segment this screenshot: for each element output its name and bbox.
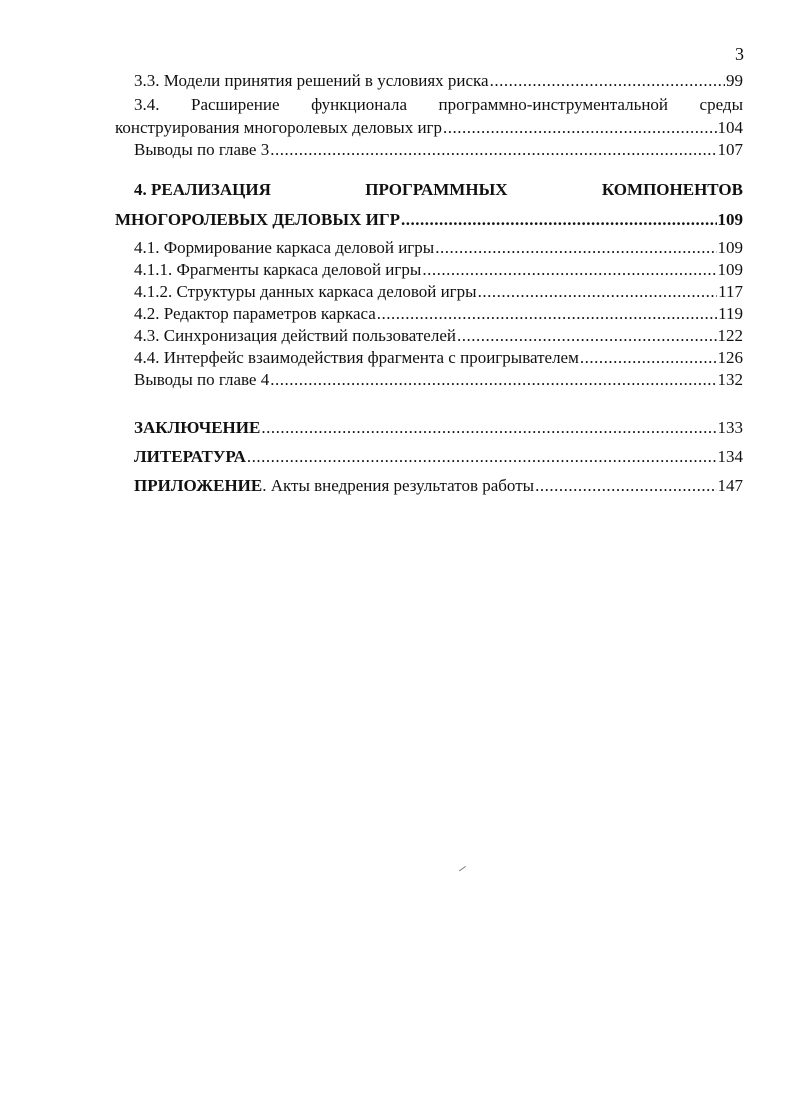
toc-entry-4-1-1 <box>115 260 743 282</box>
toc-entry-label: Выводы по главе 3 <box>134 140 270 159</box>
toc-word: ПРОГРАММНЫХ <box>365 180 508 199</box>
appendix-bold-label: ПРИЛОЖЕНИЕ <box>134 476 263 495</box>
toc-entry-page: 117 <box>718 282 743 301</box>
toc-entry-page: 109 <box>717 210 743 229</box>
dot-leader <box>401 210 716 230</box>
toc-entry-label: конструирования многоролевых деловых игр <box>115 118 443 137</box>
toc-entry-page: 126 <box>717 348 743 367</box>
toc-word: 4. РЕАЛИЗАЦИЯ <box>134 180 271 199</box>
toc-entry-3-4-line2 <box>115 118 743 140</box>
dot-leader <box>478 282 718 302</box>
toc-word: 3.4. <box>134 95 160 114</box>
dot-leader <box>580 348 717 368</box>
toc-word: программно-инструментальной <box>438 95 669 114</box>
toc-entry-4-4 <box>115 348 743 370</box>
dot-leader <box>443 118 716 138</box>
toc-entry-4-1-2 <box>115 282 743 304</box>
dot-leader <box>270 370 716 390</box>
toc-entry-label: 4.4. Интерфейс взаимодействия фрагмента с проигрывателем <box>134 348 579 367</box>
toc-entry-page: 132 <box>717 370 743 389</box>
toc-entry-page: 122 <box>717 326 743 345</box>
toc-word: Расширение <box>191 95 280 114</box>
toc-word: функционала <box>311 95 408 114</box>
toc-entry-conclusion <box>115 418 743 440</box>
toc-entry-page: 119 <box>718 304 743 323</box>
toc-word: КОМПОНЕНТОВ <box>601 180 743 199</box>
toc-entry-label <box>115 476 534 496</box>
dot-leader <box>535 476 716 496</box>
toc-entry-label: 4.3. Синхронизация действий пользователей <box>134 326 456 345</box>
toc-entry-label: Выводы по главе 4 <box>134 370 270 389</box>
toc-entry-label: ЗАКЛЮЧЕНИЕ <box>134 418 261 437</box>
toc-entry-page: 104 <box>717 118 743 137</box>
appendix-label-rest: . Акты внедрения результатов работы <box>262 476 535 495</box>
scan-mark <box>459 866 467 873</box>
toc-entry-label: 4.1.1. Фрагменты каркаса деловой игры <box>134 260 422 279</box>
dot-leader <box>377 304 717 324</box>
toc-entry-4-2 <box>115 304 743 326</box>
dot-leader <box>270 140 716 160</box>
toc-entry-conclusions-3 <box>115 140 743 162</box>
toc-entry-page: 109 <box>717 238 743 257</box>
toc-entry-3-4-line1 <box>115 95 743 117</box>
toc-chapter-4-line2 <box>115 210 743 232</box>
toc-entry-label: 3.3. Модели принятия решений в условиях риска <box>134 71 489 90</box>
dot-leader <box>422 260 716 280</box>
toc-chapter-4-line1 <box>115 180 743 202</box>
dot-leader <box>261 418 716 438</box>
dot-leader <box>490 71 725 91</box>
dot-leader <box>457 326 717 346</box>
dot-leader <box>247 447 717 467</box>
toc-entry-page: 134 <box>717 447 743 466</box>
toc-entry-page: 109 <box>717 260 743 279</box>
dot-leader <box>435 238 716 258</box>
toc-entry-label: 4.1.2. Структуры данных каркаса деловой игры <box>134 282 477 301</box>
toc-entry-conclusions-4 <box>115 370 743 392</box>
toc-entry-label: 4.2. Редактор параметров каркаса <box>134 304 376 323</box>
toc-entry-label: МНОГОРОЛЕВЫХ ДЕЛОВЫХ ИГР <box>115 210 401 229</box>
toc-entry-literature <box>115 447 743 469</box>
page-number: 3 <box>735 44 744 64</box>
toc-entry-label: 4.1. Формирование каркаса деловой игры <box>134 238 435 257</box>
toc-entry-page: 147 <box>717 476 743 495</box>
toc-word: среды <box>699 95 743 114</box>
toc-entry-page: 133 <box>717 418 743 437</box>
toc-entry-appendix <box>115 476 743 498</box>
toc-entry-4-3 <box>115 326 743 348</box>
toc-entry-page: 99 <box>726 71 743 90</box>
toc-entry-page: 107 <box>717 140 743 159</box>
toc-entry-3-3 <box>115 71 743 93</box>
toc-entry-4-1 <box>115 238 743 260</box>
toc-entry-label: ЛИТЕРАТУРА <box>134 447 246 466</box>
